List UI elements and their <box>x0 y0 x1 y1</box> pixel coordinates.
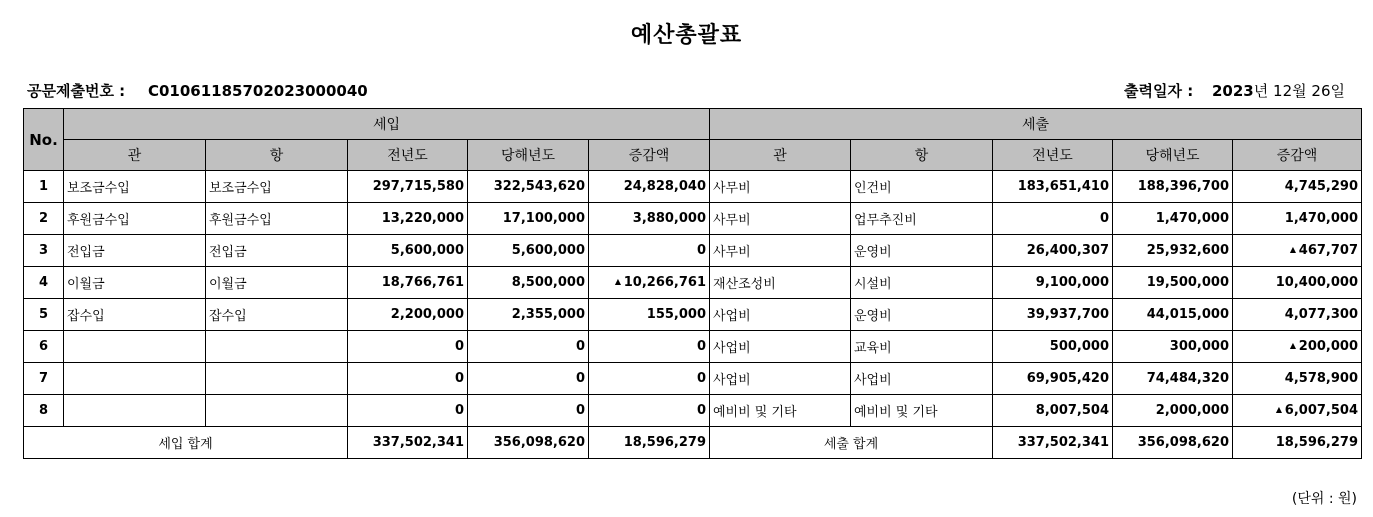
table-row <box>24 171 1362 203</box>
expense-prev-value: 8,007,504 <box>1035 403 1109 418</box>
expense-prev-value: 69,905,420 <box>1026 371 1109 386</box>
header-row-columns <box>24 140 1362 171</box>
expense-hang-cell <box>851 395 993 427</box>
revenue-diff-value: 24,828,040 <box>623 179 706 194</box>
revenue-prev-value: 0 <box>454 371 464 386</box>
revenue-prev-cell <box>348 235 468 267</box>
expense-curr-value: 25,932,600 <box>1146 243 1229 258</box>
revenue-hang-cell <box>206 235 348 267</box>
revenue-prev-value: 0 <box>454 403 464 418</box>
doc-number-label: 공문제출번호 : <box>27 82 126 100</box>
expense-diff-value: ▲ 6,007,504 <box>1276 403 1358 418</box>
revenue-prev-value: 13,220,000 <box>381 211 464 226</box>
expense-gwan-cell <box>710 363 851 395</box>
expense-curr-cell <box>1113 235 1233 267</box>
expense-hang-value: 예비비 및 기타 <box>854 405 938 420</box>
expense-curr-value: 74,484,320 <box>1146 371 1229 386</box>
expense-curr-cell <box>1113 203 1233 235</box>
expense-prev-cell <box>993 395 1113 427</box>
revenue-diff-cell <box>589 203 710 235</box>
revenue-total-label: 세입 합계 <box>24 427 348 459</box>
table-row <box>24 363 1362 395</box>
expense-hang-value: 인건비 <box>854 181 892 196</box>
revenue-diff-cell <box>589 331 710 363</box>
expense-gwan-cell <box>710 267 851 299</box>
revenue-diff-value: 0 <box>696 371 706 386</box>
expense-gwan-cell <box>710 203 851 235</box>
row-no-value: 6 <box>38 339 49 354</box>
revenue-diff-cell <box>589 363 710 395</box>
row-no-value: 4 <box>38 275 49 290</box>
expense-prev-value: 500,000 <box>1049 339 1109 354</box>
header-expense-prev: 전년도 <box>993 140 1113 171</box>
revenue-curr-cell <box>468 171 589 203</box>
revenue-diff-cell <box>589 235 710 267</box>
expense-prev-cell <box>993 203 1113 235</box>
header-revenue-gwan: 관 <box>64 140 206 171</box>
revenue-diff-value: ▲ 10,266,761 <box>615 275 706 290</box>
expense-diff-cell <box>1233 203 1362 235</box>
revenue-prev-cell <box>348 203 468 235</box>
revenue-prev-cell <box>348 267 468 299</box>
expense-prev-value: 39,937,700 <box>1026 307 1109 322</box>
row-no-value: 5 <box>38 307 49 322</box>
revenue-gwan-value: 이월금 <box>67 277 105 292</box>
expense-hang-cell <box>851 235 993 267</box>
expense-curr-cell <box>1113 267 1233 299</box>
expense-hang-value: 운영비 <box>854 245 892 260</box>
expense-prev-value: 26,400,307 <box>1026 243 1109 258</box>
expense-diff-cell <box>1233 299 1362 331</box>
expense-total-curr: 356,098,620 <box>1113 427 1233 459</box>
expense-gwan-cell <box>710 331 851 363</box>
revenue-prev-cell <box>348 395 468 427</box>
revenue-curr-cell <box>468 299 589 331</box>
expense-curr-cell <box>1113 395 1233 427</box>
revenue-hang-cell <box>206 395 348 427</box>
revenue-hang-value: 후원금수입 <box>209 213 272 228</box>
revenue-gwan-value: 잡수입 <box>67 309 105 324</box>
revenue-hang-cell <box>206 331 348 363</box>
row-no-cell <box>24 363 64 395</box>
expense-prev-cell <box>993 363 1113 395</box>
revenue-gwan-cell <box>64 203 206 235</box>
revenue-total-prev: 337,502,341 <box>348 427 468 459</box>
expense-gwan-value: 사업비 <box>713 341 751 356</box>
expense-hang-value: 운영비 <box>854 309 892 324</box>
header-revenue-curr: 당해년도 <box>468 140 589 171</box>
header-expense-curr: 당해년도 <box>1113 140 1233 171</box>
expense-hang-value: 교육비 <box>854 341 892 356</box>
revenue-prev-cell <box>348 363 468 395</box>
print-date-value <box>1212 82 1345 100</box>
table-row <box>24 395 1362 427</box>
print-date-month-unit: 월 <box>1292 82 1307 100</box>
expense-diff-value: 4,578,900 <box>1284 371 1358 386</box>
print-date-month: 12 <box>1273 82 1293 100</box>
table-row <box>24 235 1362 267</box>
row-no-cell <box>24 299 64 331</box>
table-body <box>24 171 1362 427</box>
expense-diff-value: ▲ 467,707 <box>1290 243 1358 258</box>
expense-curr-value: 1,470,000 <box>1155 211 1229 226</box>
revenue-curr-value: 0 <box>575 339 585 354</box>
expense-hang-cell <box>851 203 993 235</box>
expense-gwan-cell <box>710 171 851 203</box>
table-row <box>24 299 1362 331</box>
revenue-gwan-cell <box>64 299 206 331</box>
expense-diff-cell <box>1233 267 1362 299</box>
header-revenue-prev: 전년도 <box>348 140 468 171</box>
row-no-cell <box>24 171 64 203</box>
expense-hang-cell <box>851 331 993 363</box>
expense-hang-cell <box>851 299 993 331</box>
revenue-hang-cell <box>206 267 348 299</box>
revenue-gwan-cell <box>64 395 206 427</box>
row-no-value: 3 <box>38 243 49 258</box>
row-no-value: 8 <box>38 403 49 418</box>
budget-summary-table <box>23 108 1362 459</box>
revenue-gwan-cell <box>64 363 206 395</box>
row-no-cell <box>24 395 64 427</box>
header-expense-hang: 항 <box>851 140 993 171</box>
revenue-curr-value: 17,100,000 <box>502 211 585 226</box>
revenue-prev-value: 0 <box>454 339 464 354</box>
revenue-hang-cell <box>206 299 348 331</box>
revenue-curr-value: 5,600,000 <box>511 243 585 258</box>
revenue-curr-cell <box>468 395 589 427</box>
row-no-cell <box>24 203 64 235</box>
revenue-diff-value: 0 <box>696 243 706 258</box>
revenue-gwan-cell <box>64 235 206 267</box>
revenue-curr-value: 8,500,000 <box>511 275 585 290</box>
expense-diff-value: 1,470,000 <box>1284 211 1358 226</box>
expense-hang-cell <box>851 267 993 299</box>
expense-hang-value: 시설비 <box>854 277 892 292</box>
expense-curr-value: 44,015,000 <box>1146 307 1229 322</box>
revenue-hang-value: 이월금 <box>209 277 247 292</box>
print-date-day-unit: 일 <box>1330 82 1345 100</box>
revenue-prev-cell <box>348 331 468 363</box>
expense-hang-value: 업무추진비 <box>854 213 917 228</box>
revenue-curr-cell <box>468 235 589 267</box>
expense-curr-cell <box>1113 299 1233 331</box>
expense-prev-value: 0 <box>1099 211 1109 226</box>
expense-prev-cell <box>993 331 1113 363</box>
revenue-prev-cell <box>348 171 468 203</box>
expense-diff-value: 4,745,290 <box>1284 179 1358 194</box>
expense-total-diff: 18,596,279 <box>1233 427 1362 459</box>
expense-hang-value: 사업비 <box>854 373 892 388</box>
doc-number-value: C01061185702023000040 <box>147 82 368 100</box>
expense-diff-cell <box>1233 171 1362 203</box>
row-no-value: 7 <box>38 371 49 386</box>
revenue-prev-value: 297,715,580 <box>372 179 464 194</box>
revenue-curr-cell <box>468 203 589 235</box>
unit-note: (단위 : 원) <box>1291 491 1357 507</box>
revenue-hang-value: 전입금 <box>209 245 247 260</box>
expense-diff-cell <box>1233 363 1362 395</box>
expense-hang-cell <box>851 171 993 203</box>
expense-curr-cell <box>1113 171 1233 203</box>
header-expense-diff: 증감액 <box>1233 140 1362 171</box>
expense-gwan-value: 사무비 <box>713 181 751 196</box>
expense-gwan-value: 예비비 및 기타 <box>713 405 797 420</box>
expense-curr-value: 188,396,700 <box>1137 179 1229 194</box>
print-date-label: 출력일자 : <box>1124 82 1194 100</box>
revenue-diff-cell <box>589 171 710 203</box>
revenue-hang-cell <box>206 363 348 395</box>
revenue-prev-cell <box>348 299 468 331</box>
revenue-hang-value: 잡수입 <box>209 309 247 324</box>
expense-gwan-value: 사업비 <box>713 373 751 388</box>
expense-curr-value: 2,000,000 <box>1155 403 1229 418</box>
expense-curr-cell <box>1113 363 1233 395</box>
revenue-gwan-value: 후원금수입 <box>67 213 130 228</box>
revenue-diff-cell <box>589 299 710 331</box>
expense-curr-value: 300,000 <box>1169 339 1229 354</box>
header-no: No. <box>24 109 64 171</box>
revenue-diff-value: 0 <box>696 403 706 418</box>
revenue-gwan-cell <box>64 331 206 363</box>
doc-number-section <box>27 80 368 102</box>
expense-prev-value: 9,100,000 <box>1035 275 1109 290</box>
row-no-cell <box>24 267 64 299</box>
header-revenue-diff: 증감액 <box>589 140 710 171</box>
expense-gwan-value: 사무비 <box>713 245 751 260</box>
expense-prev-value: 183,651,410 <box>1017 179 1109 194</box>
table-row <box>24 331 1362 363</box>
expense-curr-cell <box>1113 331 1233 363</box>
expense-gwan-cell <box>710 235 851 267</box>
expense-diff-value: ▲ 200,000 <box>1290 339 1358 354</box>
row-no-value: 1 <box>38 179 49 194</box>
header-revenue: 세입 <box>64 109 710 140</box>
table-row <box>24 203 1362 235</box>
row-no-value: 2 <box>38 211 49 226</box>
expense-prev-cell <box>993 267 1113 299</box>
revenue-total-curr: 356,098,620 <box>468 427 589 459</box>
header-expense: 세출 <box>710 109 1362 140</box>
table-row <box>24 267 1362 299</box>
expense-total-prev: 337,502,341 <box>993 427 1113 459</box>
revenue-hang-value: 보조금수입 <box>209 181 272 196</box>
revenue-hang-cell <box>206 203 348 235</box>
revenue-total-diff: 18,596,279 <box>589 427 710 459</box>
row-no-cell <box>24 331 64 363</box>
revenue-diff-cell <box>589 267 710 299</box>
revenue-gwan-value: 전입금 <box>67 245 105 260</box>
expense-hang-cell <box>851 363 993 395</box>
revenue-diff-value: 155,000 <box>646 307 706 322</box>
expense-gwan-value: 사무비 <box>713 213 751 228</box>
expense-diff-value: 4,077,300 <box>1284 307 1358 322</box>
expense-gwan-cell <box>710 299 851 331</box>
revenue-curr-value: 322,543,620 <box>493 179 585 194</box>
print-date-year-unit: 년 <box>1253 82 1269 100</box>
expense-diff-cell <box>1233 235 1362 267</box>
expense-prev-cell <box>993 235 1113 267</box>
expense-prev-cell <box>993 299 1113 331</box>
revenue-curr-value: 0 <box>575 371 585 386</box>
revenue-curr-value: 0 <box>575 403 585 418</box>
revenue-prev-value: 5,600,000 <box>390 243 464 258</box>
expense-prev-cell <box>993 171 1113 203</box>
revenue-curr-cell <box>468 267 589 299</box>
header-revenue-hang: 항 <box>206 140 348 171</box>
row-no-cell <box>24 235 64 267</box>
revenue-gwan-cell <box>64 267 206 299</box>
expense-diff-value: 10,400,000 <box>1275 275 1358 290</box>
print-date-day: 26 <box>1311 82 1331 100</box>
header-expense-gwan: 관 <box>710 140 851 171</box>
expense-diff-cell <box>1233 395 1362 427</box>
revenue-prev-value: 2,200,000 <box>390 307 464 322</box>
expense-total-label: 세출 합계 <box>710 427 993 459</box>
expense-gwan-value: 재산조성비 <box>713 277 776 292</box>
revenue-hang-cell <box>206 171 348 203</box>
revenue-curr-cell <box>468 363 589 395</box>
revenue-diff-value: 3,880,000 <box>632 211 706 226</box>
revenue-gwan-cell <box>64 171 206 203</box>
revenue-diff-cell <box>589 395 710 427</box>
revenue-diff-value: 0 <box>696 339 706 354</box>
header-row-group <box>24 109 1362 140</box>
revenue-prev-value: 18,766,761 <box>381 275 464 290</box>
revenue-curr-cell <box>468 331 589 363</box>
revenue-gwan-value: 보조금수입 <box>67 181 130 196</box>
revenue-curr-value: 2,355,000 <box>511 307 585 322</box>
print-date-section <box>1124 80 1345 102</box>
expense-gwan-value: 사업비 <box>713 309 751 324</box>
page-title: 예산총괄표 <box>630 23 743 48</box>
expense-diff-cell <box>1233 331 1362 363</box>
expense-curr-value: 19,500,000 <box>1146 275 1229 290</box>
expense-gwan-cell <box>710 395 851 427</box>
totals-row <box>24 427 1362 459</box>
print-date-year: 2023 <box>1212 82 1254 100</box>
